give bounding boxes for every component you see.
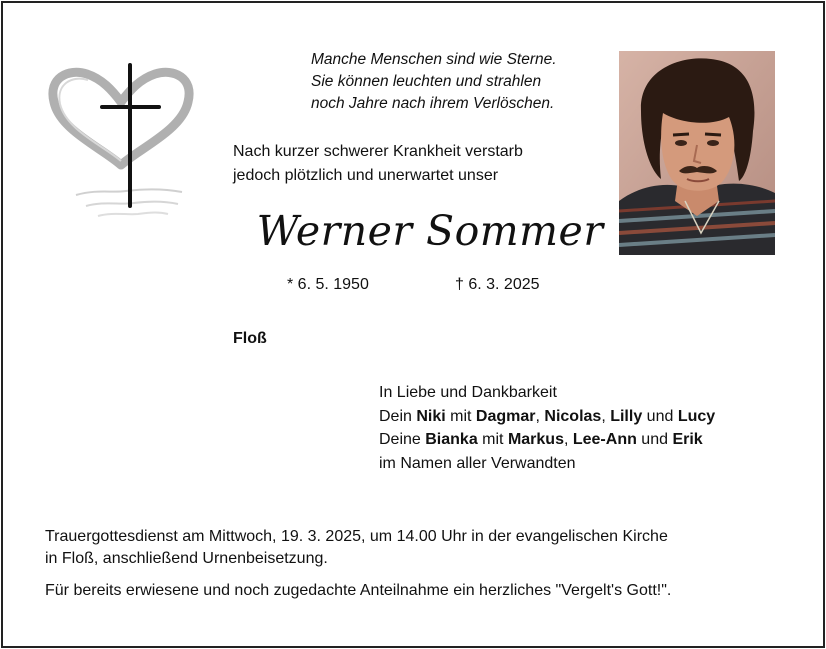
deceased-name: Werner Sommer bbox=[256, 207, 604, 255]
quote-line: Sie können leuchten und strahlen bbox=[311, 73, 542, 90]
mourner-name: Markus bbox=[507, 431, 564, 448]
intro-line: jedoch plötzlich und unerwartet unser bbox=[233, 167, 499, 184]
mourner-name: Lucy bbox=[677, 407, 716, 425]
connector-text: und bbox=[642, 407, 678, 425]
mourners-line bbox=[379, 405, 799, 429]
mourner-name: Erik bbox=[672, 431, 703, 448]
service-line: in Floß, anschließend Urnenbeisetzung. bbox=[45, 550, 328, 567]
memorial-quote bbox=[311, 49, 611, 115]
birth-date: * 6. 5. 1950 bbox=[287, 276, 369, 293]
mourner-name: Lilly bbox=[610, 407, 643, 425]
mourners-line bbox=[379, 428, 799, 452]
quote-line: noch Jahre nach ihrem Verlöschen. bbox=[311, 95, 555, 112]
mourners-block bbox=[379, 381, 799, 475]
death-announcement-intro bbox=[233, 140, 593, 188]
thanks-note: Für bereits erwiesene und noch zugedachte Anteilnahme ein herzliches "Vergelt's Gott!". bbox=[45, 582, 672, 599]
connector-text: , bbox=[535, 407, 545, 425]
quote-line: Manche Menschen sind wie Sterne. bbox=[311, 51, 557, 68]
mourner-name: Lee-Ann bbox=[572, 431, 637, 448]
mourners-line: im Namen aller Verwandten bbox=[379, 454, 576, 472]
mourner-name: Nicolas bbox=[544, 407, 602, 425]
mourner-name: Niki bbox=[416, 407, 446, 425]
connector-text: mit bbox=[477, 431, 508, 448]
connector-text: , bbox=[601, 407, 611, 425]
connector-text: mit bbox=[445, 407, 476, 425]
connector-text: Deine bbox=[379, 431, 426, 448]
service-line: Trauergottesdienst am Mittwoch, 19. 3. 2025, um 14.00 Uhr in der evangelischen Kirche bbox=[45, 528, 668, 545]
intro-line: Nach kurzer schwerer Krankheit verstarb bbox=[233, 143, 523, 160]
hometown: Floß bbox=[233, 330, 267, 347]
mourner-name: Dagmar bbox=[475, 407, 536, 425]
funeral-service-info bbox=[45, 526, 805, 570]
mourners-line: In Liebe und Dankbarkeit bbox=[379, 384, 557, 401]
death-date: † 6. 3. 2025 bbox=[455, 276, 540, 293]
connector-text: , bbox=[563, 431, 573, 448]
connector-text: Dein bbox=[379, 407, 417, 425]
mourner-name: Bianka bbox=[425, 431, 478, 448]
connector-text: und bbox=[636, 431, 673, 448]
heart-cross-icon bbox=[42, 60, 200, 220]
portrait-photo bbox=[619, 51, 775, 255]
